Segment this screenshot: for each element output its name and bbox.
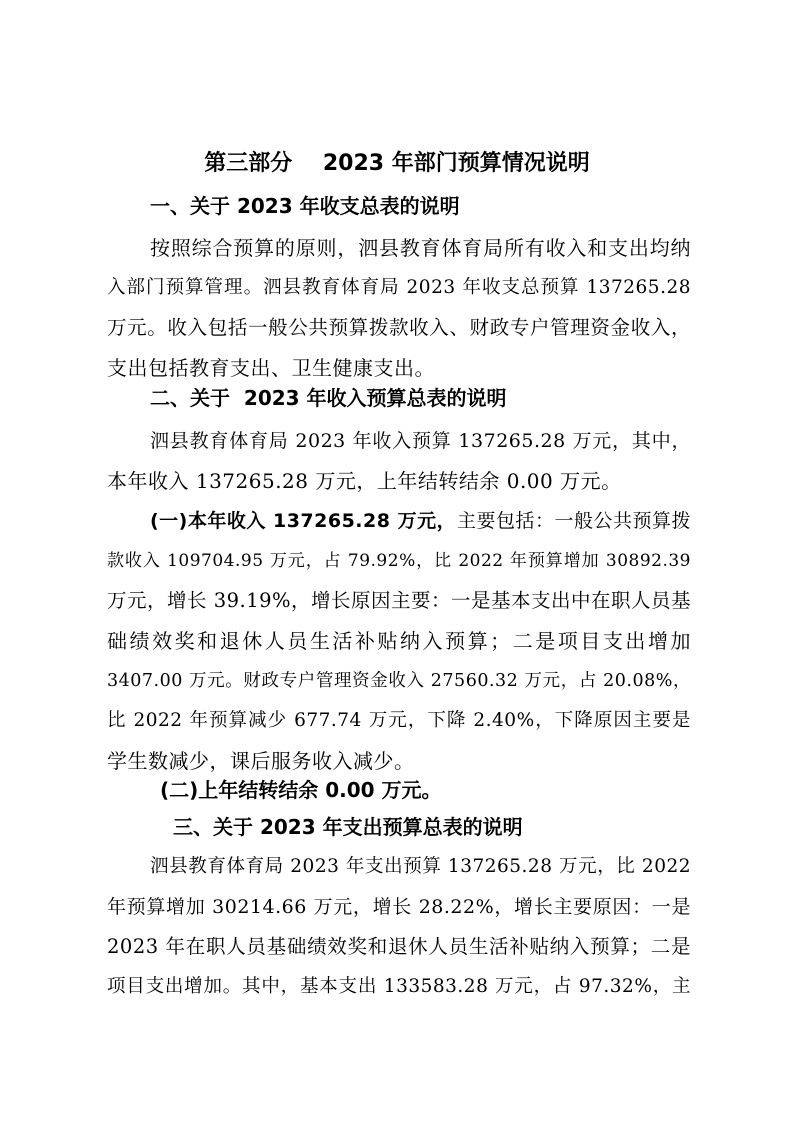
section-2-paragraph-line: 本年收入 137265.28 万元，上年结转结余 0.00 万元。	[107, 469, 622, 493]
subsection-1-lead: (一)本年收入 137265.28 万元，	[150, 510, 457, 532]
section-2-heading: 二、关于 2023 年收入预算总表的说明	[150, 386, 507, 410]
section-3-heading: 三、关于 2023 年支出预算总表的说明	[173, 815, 523, 839]
subsection-1-paragraph-line: 础绩效奖和退休人员生活补贴纳入预算；二是项目支出增加	[107, 629, 691, 653]
subsection-2-heading: (二)上年结转结余 0.00 万元。	[160, 778, 442, 802]
section-1-paragraph-line: 万元。收入包括一般公共预算拨款收入、财政专户管理资金收入，	[107, 316, 691, 339]
section-3-paragraph-line: 2023 年在职人员基础绩效奖和退休人员生活补贴纳入预算；二是	[107, 935, 691, 958]
section-1-heading: 一、关于 2023 年收支总表的说明	[150, 194, 460, 218]
section-2-paragraph-line: 泗县教育体育局 2023 年收入预算 137265.28 万元，其中，	[150, 430, 691, 452]
section-3-paragraph-line: 泗县教育体育局 2023 年支出预算 137265.28 万元，比 2022	[150, 856, 691, 877]
section-1-paragraph-line: 支出包括教育支出、卫生健康支出。	[107, 356, 435, 380]
section-1-paragraph-line: 按照综合预算的原则，泗县教育体育局所有收入和支出均纳	[150, 236, 691, 260]
subsection-1-first-line	[150, 509, 691, 533]
section-3-paragraph-line: 年预算增加 30214.66 万元，增长 28.22%，增长主要原因：一是	[107, 896, 691, 918]
section-1-paragraph-line: 入部门预算管理。泗县教育体育局 2023 年收支总预算 137265.28	[107, 277, 691, 298]
section-3-paragraph-line: 项目支出增加。其中，基本支出 133583.28 万元，占 97.32%，主	[107, 976, 691, 997]
subsection-1-paragraph-line: 3407.00 万元。财政专户管理资金收入 27560.32 万元，占 20.08%，	[107, 671, 691, 691]
subsection-1-paragraph-line: 款收入 109704.95 万元，占 79.92%，比 2022 年预算增加 30892.39	[107, 551, 691, 571]
subsection-1-lead-rest: 主要包括：一般公共预算拨	[456, 510, 691, 532]
subsection-1-paragraph-line: 比 2022 年预算减少 677.74 万元，下降 2.40%，下降原因主要是	[107, 710, 691, 731]
page-title: 第三部分 2023 年部门预算情况说明	[204, 151, 590, 176]
subsection-1-paragraph-line: 万元，增长 39.19%，增长原因主要：一是基本支出中在职人员基	[107, 589, 692, 612]
subsection-1-paragraph-line: 学生数减少，课后服务收入减少。	[107, 749, 415, 773]
